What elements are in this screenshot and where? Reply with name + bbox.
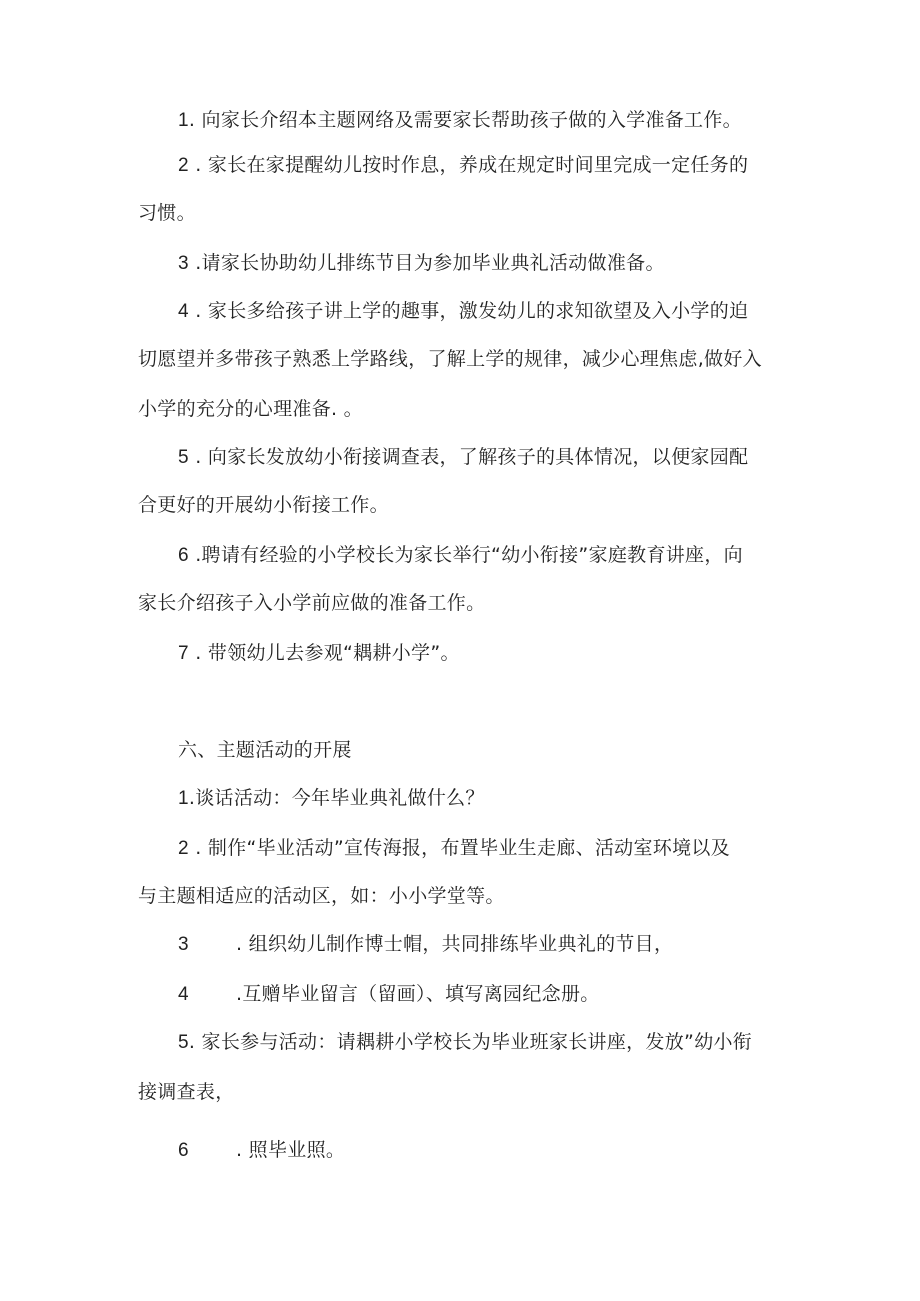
item-number: 5 bbox=[178, 447, 189, 468]
list-item-1 bbox=[178, 108, 828, 133]
item-number: 2 bbox=[178, 155, 189, 176]
item-number: 1 bbox=[178, 110, 189, 131]
list-item-2 bbox=[178, 153, 828, 178]
item-text: . 向家长发放幼小衔接调查表，了解孩子的具体情况，以便家园配 bbox=[188, 446, 749, 468]
item-number: 5 bbox=[178, 1032, 189, 1053]
item-text: .请家长协助幼儿排练节目为参加毕业典礼活动做准备。 bbox=[188, 252, 665, 274]
item-number: 4 bbox=[178, 984, 189, 1005]
list-item-7 bbox=[178, 641, 828, 666]
activity-item-3 bbox=[178, 932, 828, 957]
item-number: 1 bbox=[178, 788, 189, 809]
item-number: 7 bbox=[178, 643, 189, 664]
activity-item-5 bbox=[178, 1030, 828, 1055]
list-item-4-cont-2 bbox=[138, 397, 788, 421]
item-text: 合更好的开展幼小衔接工作。 bbox=[138, 494, 389, 516]
item-text: . 家长在家提醒幼儿按时作息，养成在规定时间里完成一定任务的 bbox=[188, 154, 749, 176]
activity-item-2 bbox=[178, 836, 828, 861]
item-text: . 制作“毕业活动”宣传海报，布置毕业生走廊、活动室环境以及 bbox=[188, 837, 730, 859]
item-number: 6 bbox=[178, 545, 189, 566]
item-text: .谈话活动：今年毕业典礼做什么？ bbox=[188, 787, 485, 809]
item-text: . 带领幼儿去参观“耦耕小学”。 bbox=[188, 642, 460, 664]
list-item-5-cont bbox=[138, 493, 788, 517]
item-text: . 照毕业照。 bbox=[236, 1139, 346, 1161]
list-item-6-cont bbox=[138, 591, 788, 615]
list-item-4-cont-1 bbox=[138, 347, 788, 371]
item-text: 家长介绍孩子入小学前应做的准备工作。 bbox=[138, 592, 486, 614]
section-heading: 六、主题活动的开展 bbox=[178, 739, 352, 761]
item-text: 小学的充分的心理准备. 。 bbox=[138, 398, 363, 420]
activity-item-5-cont bbox=[138, 1080, 788, 1104]
item-text: 切愿望并多带孩子熟悉上学路线，了解上学的规律，减少心理焦虑,做好入 bbox=[138, 348, 762, 370]
item-text: 与主题相适应的活动区，如：小小学堂等。 bbox=[138, 885, 505, 907]
list-item-2-cont bbox=[138, 201, 788, 225]
item-text: 接调查表， bbox=[138, 1081, 235, 1103]
list-item-6 bbox=[178, 543, 828, 568]
activity-item-2-cont bbox=[138, 884, 788, 908]
list-item-3 bbox=[178, 251, 828, 276]
item-number: 6 bbox=[178, 1140, 189, 1161]
item-text: .聘请有经验的小学校长为家长举行“幼小衔接”家庭教育讲座，向 bbox=[188, 544, 743, 566]
item-text: . 家长多给孩子讲上学的趣事，激发幼儿的求知欲望及入小学的迫 bbox=[188, 300, 749, 322]
item-text: . 向家长介绍本主题网络及需要家长帮助孩子做的入学准备工作。 bbox=[188, 109, 742, 131]
item-number: 4 bbox=[178, 301, 189, 322]
item-text: 习惯。 bbox=[138, 202, 196, 224]
list-item-5 bbox=[178, 445, 828, 470]
item-number: 2 bbox=[178, 838, 189, 859]
item-number: 3 bbox=[178, 253, 189, 274]
activity-item-4 bbox=[178, 982, 828, 1007]
item-text: . 组织幼儿制作博士帽，共同排练毕业典礼的节目， bbox=[236, 933, 674, 955]
list-item-4 bbox=[178, 299, 828, 324]
item-text: . 家长参与活动：请耦耕小学校长为毕业班家长讲座，发放”幼小衔 bbox=[188, 1031, 753, 1053]
item-text: .互赠毕业留言（留画）、填写离园纪念册。 bbox=[236, 983, 600, 1005]
item-number: 3 bbox=[178, 934, 189, 955]
activity-item-6 bbox=[178, 1138, 828, 1163]
activity-item-1 bbox=[178, 786, 828, 811]
